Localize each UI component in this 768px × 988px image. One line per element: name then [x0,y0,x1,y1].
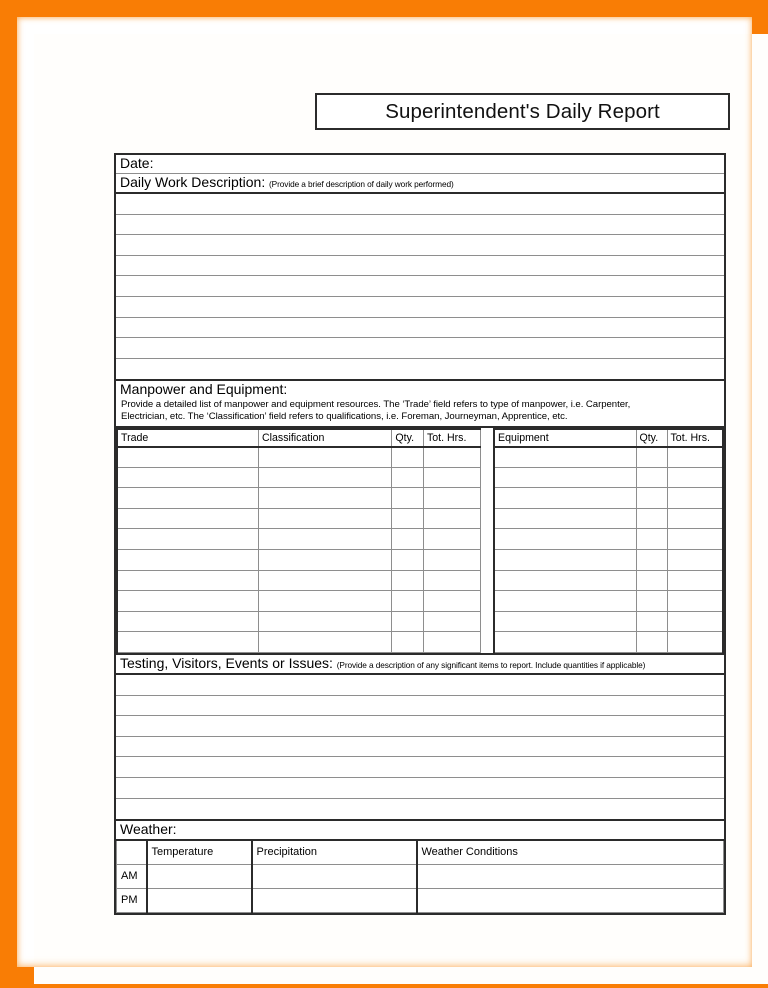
daily-work-line[interactable] [116,256,724,277]
cell-tot-hrs[interactable] [423,529,480,550]
cell-trade[interactable] [117,632,259,653]
cell-qty[interactable] [392,570,424,591]
daily-report-form [114,153,726,915]
cell-tot-hrs[interactable] [667,611,723,632]
manpower-table-header-row [117,429,481,447]
cell-trade[interactable] [117,508,259,529]
manpower-description-line-2: Electrician, etc. The ‘Classification’ field refers to qualifications, i.e. Foreman, Journeyman, Apprentice, etc. [121,410,568,422]
manpower-table [116,428,481,653]
table-row[interactable] [494,550,723,571]
daily-work-line[interactable] [116,318,724,339]
cell-tot-hrs[interactable] [667,550,723,571]
weather-col-precipitation: Precipitation [252,840,417,864]
table-row[interactable] [117,611,481,632]
date-label: Date: [120,155,154,171]
table-row[interactable] [117,508,481,529]
equipment-col-qty: Qty. [636,429,667,447]
table-row[interactable] [494,632,723,653]
testing-hint: (Provide a description of any significant items to report. Include quantities if applicable) [336,659,646,670]
weather-col-temperature: Temperature [147,840,252,864]
testing-line[interactable] [116,716,724,737]
weather-col-period [117,840,147,864]
daily-work-line[interactable] [116,338,724,359]
cell-qty[interactable] [636,570,667,591]
equipment-table-header-row [494,429,723,447]
document-sheet [34,34,768,984]
cell-classification[interactable] [259,447,392,468]
cell-qty[interactable] [392,488,424,509]
cell-equipment[interactable] [494,632,636,653]
cell-qty[interactable] [392,467,424,488]
daily-work-line[interactable] [116,235,724,256]
equipment-col-tot-hrs: Tot. Hrs. [667,429,723,447]
cell-classification[interactable] [259,508,392,529]
weather-col-conditions: Weather Conditions [417,840,724,864]
table-row[interactable] [117,550,481,571]
cell-trade[interactable] [117,467,259,488]
manpower-equipment-tables [116,426,724,655]
testing-line[interactable] [116,696,724,717]
cell-tot-hrs[interactable] [423,632,480,653]
weather-table [116,839,724,913]
cell-qty[interactable] [392,447,424,468]
manpower-col-qty: Qty. [392,429,424,447]
cell-tot-hrs[interactable] [667,488,723,509]
testing-label: Testing, Visitors, Events or Issues: [120,654,333,671]
cell-equipment[interactable] [494,467,636,488]
manpower-label: Manpower and Equipment: [120,381,288,398]
cell-equipment[interactable] [494,611,636,632]
cell-tot-hrs[interactable] [667,632,723,653]
table-row[interactable] [494,447,723,468]
table-row[interactable] [494,570,723,591]
cell-tot-hrs[interactable] [667,508,723,529]
daily-work-hint: (Provide a brief description of daily work performed) [269,179,454,189]
cell-tot-hrs[interactable] [667,591,723,612]
cell-trade[interactable] [117,611,259,632]
table-row[interactable] [494,611,723,632]
cell-precipitation-am[interactable] [252,864,417,888]
cell-tot-hrs[interactable] [423,611,480,632]
cell-conditions-am[interactable] [417,864,724,888]
page-title: Superintendent's Daily Report [385,99,660,123]
weather-row-label-pm: PM [117,888,147,912]
daily-work-line[interactable] [116,215,724,236]
cell-tot-hrs[interactable] [667,447,723,468]
equipment-col-equipment: Equipment [494,429,636,447]
cell-qty[interactable] [636,529,667,550]
table-row[interactable] [117,467,481,488]
cell-qty[interactable] [392,611,424,632]
table-row[interactable] [494,467,723,488]
table-row[interactable] [117,529,481,550]
cell-qty[interactable] [392,550,424,571]
cell-equipment[interactable] [494,550,636,571]
daily-work-line[interactable] [116,276,724,297]
cell-temperature-am[interactable] [147,864,252,888]
cell-equipment[interactable] [494,447,636,468]
daily-work-line[interactable] [116,359,724,382]
cell-temperature-pm[interactable] [147,888,252,912]
cell-tot-hrs[interactable] [667,467,723,488]
weather-label: Weather: [120,821,177,838]
cell-qty[interactable] [636,447,667,468]
cell-tot-hrs[interactable] [423,447,480,468]
daily-work-label: Daily Work Description: [120,174,266,190]
cell-classification[interactable] [259,570,392,591]
cell-trade[interactable] [117,570,259,591]
table-row[interactable] [117,888,724,912]
cell-tot-hrs[interactable] [423,488,480,509]
cell-classification[interactable] [259,488,392,509]
cell-classification[interactable] [259,611,392,632]
daily-work-header [116,174,724,194]
cell-tot-hrs[interactable] [423,467,480,488]
cell-qty[interactable] [636,611,667,632]
cell-equipment[interactable] [494,488,636,509]
weather-row-label-am: AM [117,864,147,888]
cell-tot-hrs[interactable] [667,570,723,591]
equipment-table [493,428,724,653]
table-row[interactable] [117,570,481,591]
cell-trade[interactable] [117,488,259,509]
testing-line[interactable] [116,757,724,778]
cell-classification[interactable] [259,529,392,550]
cell-equipment[interactable] [494,591,636,612]
manpower-description-line-1: Provide a detailed list of manpower and equipment resources. The ‘Trade’ field refers to type of manpower, i.e. Carpenter, [121,399,631,411]
table-row[interactable] [117,864,724,888]
manpower-header [116,381,724,399]
testing-line[interactable] [116,737,724,758]
cell-trade[interactable] [117,447,259,468]
manpower-description [116,399,724,425]
table-row[interactable] [117,591,481,612]
date-row[interactable] [116,155,724,174]
cell-qty[interactable] [392,508,424,529]
daily-work-lines [116,194,724,381]
manpower-col-tot-hrs: Tot. Hrs. [423,429,480,447]
cell-qty[interactable] [636,508,667,529]
cell-qty[interactable] [392,591,424,612]
cell-qty[interactable] [636,591,667,612]
table-row[interactable] [117,447,481,468]
cell-equipment[interactable] [494,508,636,529]
weather-table-header-row [117,840,724,864]
cell-classification[interactable] [259,550,392,571]
table-row[interactable] [494,488,723,509]
cell-tot-hrs[interactable] [423,570,480,591]
cell-classification[interactable] [259,591,392,612]
cell-tot-hrs[interactable] [667,529,723,550]
cell-equipment[interactable] [494,529,636,550]
cell-tot-hrs[interactable] [423,508,480,529]
cell-qty[interactable] [636,488,667,509]
testing-line[interactable] [116,675,724,696]
cell-qty[interactable] [636,632,667,653]
manpower-col-classification: Classification [259,429,392,447]
table-row[interactable] [494,508,723,529]
testing-header [116,655,724,675]
cell-qty[interactable] [392,632,424,653]
cell-conditions-pm[interactable] [417,888,724,912]
report-title-box [315,93,730,130]
tables-gutter [481,428,493,653]
cell-classification[interactable] [259,467,392,488]
cell-trade[interactable] [117,591,259,612]
daily-work-line[interactable] [116,194,724,215]
daily-work-line[interactable] [116,297,724,318]
cell-precipitation-pm[interactable] [252,888,417,912]
table-row[interactable] [494,529,723,550]
cell-classification[interactable] [259,632,392,653]
cell-trade[interactable] [117,550,259,571]
cell-qty[interactable] [636,467,667,488]
manpower-col-trade: Trade [117,429,259,447]
cell-qty[interactable] [636,550,667,571]
table-row[interactable] [494,591,723,612]
testing-lines [116,675,724,821]
cell-qty[interactable] [392,529,424,550]
cell-tot-hrs[interactable] [423,591,480,612]
table-row[interactable] [117,488,481,509]
cell-equipment[interactable] [494,570,636,591]
table-row[interactable] [117,632,481,653]
testing-line[interactable] [116,778,724,799]
testing-line[interactable] [116,799,724,822]
weather-header [116,821,724,839]
cell-trade[interactable] [117,529,259,550]
cell-tot-hrs[interactable] [423,550,480,571]
